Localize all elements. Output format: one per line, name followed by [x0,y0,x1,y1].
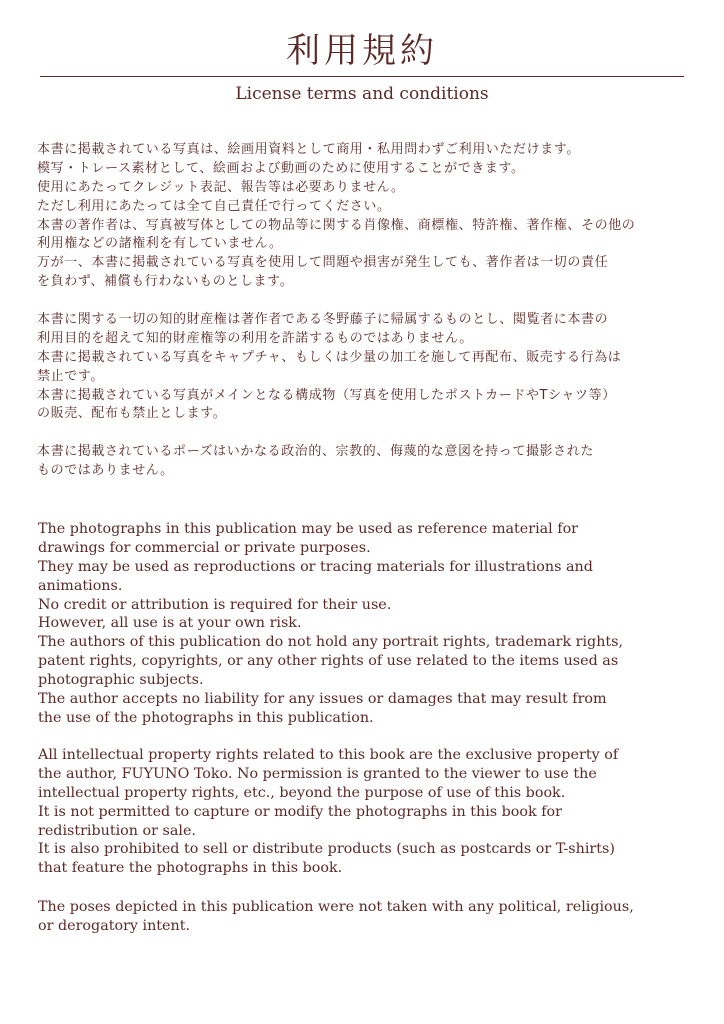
text-line: The poses depicted in this publication were not taken with any political, religious, [38,899,634,915]
text-line: ただし利用にあたっては全て自己責任で行ってください。 [37,198,391,214]
text-line: It is also prohibited to sell or distribute products (such as postcards or T-shirts) [38,841,615,858]
text-line: 利用目的を超えて知的財産権等の利用を許諾するものではありません。 [37,330,473,346]
en-paragraph-rights [38,746,698,878]
text-line: The authors of this publication do not hold any portrait rights, trademark rights, [38,634,624,651]
text-line: However, all use is at your own risk. [38,615,302,632]
text-line: They may be used as reproductions or tracing materials for illustrations and [38,558,593,575]
text-line: The author accepts no liability for any issues or damages that may result from [38,691,607,708]
text-line: photographic subjects. [38,672,204,689]
text-line: All intellectual property rights related to this book are the exclusive property of [38,747,619,763]
text-line: の販売、配布も禁止とします。 [37,406,227,422]
text-line: 利用権などの諸権利を有していません。 [37,236,283,252]
text-line: を負わず、補償も行わないものとします。 [37,274,294,290]
text-line: 本書に掲載されている写真をキャプチャ、もしくは少量の加工を施して再配布、販売する行為は [37,349,622,365]
text-line: the use of the photographs in this publication. [38,709,374,726]
text-line: 本書に関する一切の知的財産権は著作者である冬野藤子に帰属するものとし、閲覧者に本書の [37,312,609,327]
page-title: 利用規約 [286,31,438,71]
text-line: patent rights, copyrights, or any other rights of use related to the items used as [38,653,619,670]
jp-paragraph-usage [37,141,703,292]
text-line: 本書の著作者は、写真被写体としての物品等に関する肖像権、商標権、特許権、著作権、その他の [37,217,636,233]
text-line: 模写・トレース素材として、絵画および動画のために使用することができます。 [37,160,525,176]
text-line: intellectual property rights, etc., beyond the purpose of use of this book. [38,784,566,801]
en-paragraph-usage [38,520,698,728]
text-line: 使用にあたってクレジット表記、報告等は必要ありません。 [37,179,405,195]
text-line: 禁止です。 [37,368,104,384]
jp-paragraph-rights [37,311,703,424]
text-line: or derogatory intent. [38,917,191,934]
text-line: 本書に掲載されている写真は、絵画用資料として商用・私用問わずご利用いただけます。 [37,142,580,157]
text-line: The photographs in this publication may be used as reference material for [38,521,579,537]
title-divider [40,76,684,77]
text-line: It is not permitted to capture or modify the photographs in this book for [38,803,562,820]
text-line: animations. [38,577,123,594]
text-line: 万が一、本書に掲載されている写真を使用して問題や損害が発生しても、著作者は一切の責任 [37,255,609,271]
en-paragraph-intent [38,898,698,936]
text-line: ものではありません。 [37,462,174,478]
text-line: 本書に掲載されているポーズはいかなる政治的、宗教的、侮蔑的な意図を持って撮影された [37,444,594,459]
text-line: the author, FUYUNO Toko. No permission is granted to the viewer to use the [38,765,597,782]
text-line: No credit or attribution is required for their use. [38,596,392,613]
text-line: that feature the photographs in this book. [38,860,343,877]
text-line: drawings for commercial or private purposes. [38,539,371,556]
text-line: redistribution or sale. [38,822,196,839]
page-subtitle: License terms and conditions [235,84,489,104]
text-line: 本書に掲載されている写真がメインとなる構成物（写真を使用したポストカードやTシャツ等） [37,387,616,403]
jp-paragraph-intent [37,443,703,481]
